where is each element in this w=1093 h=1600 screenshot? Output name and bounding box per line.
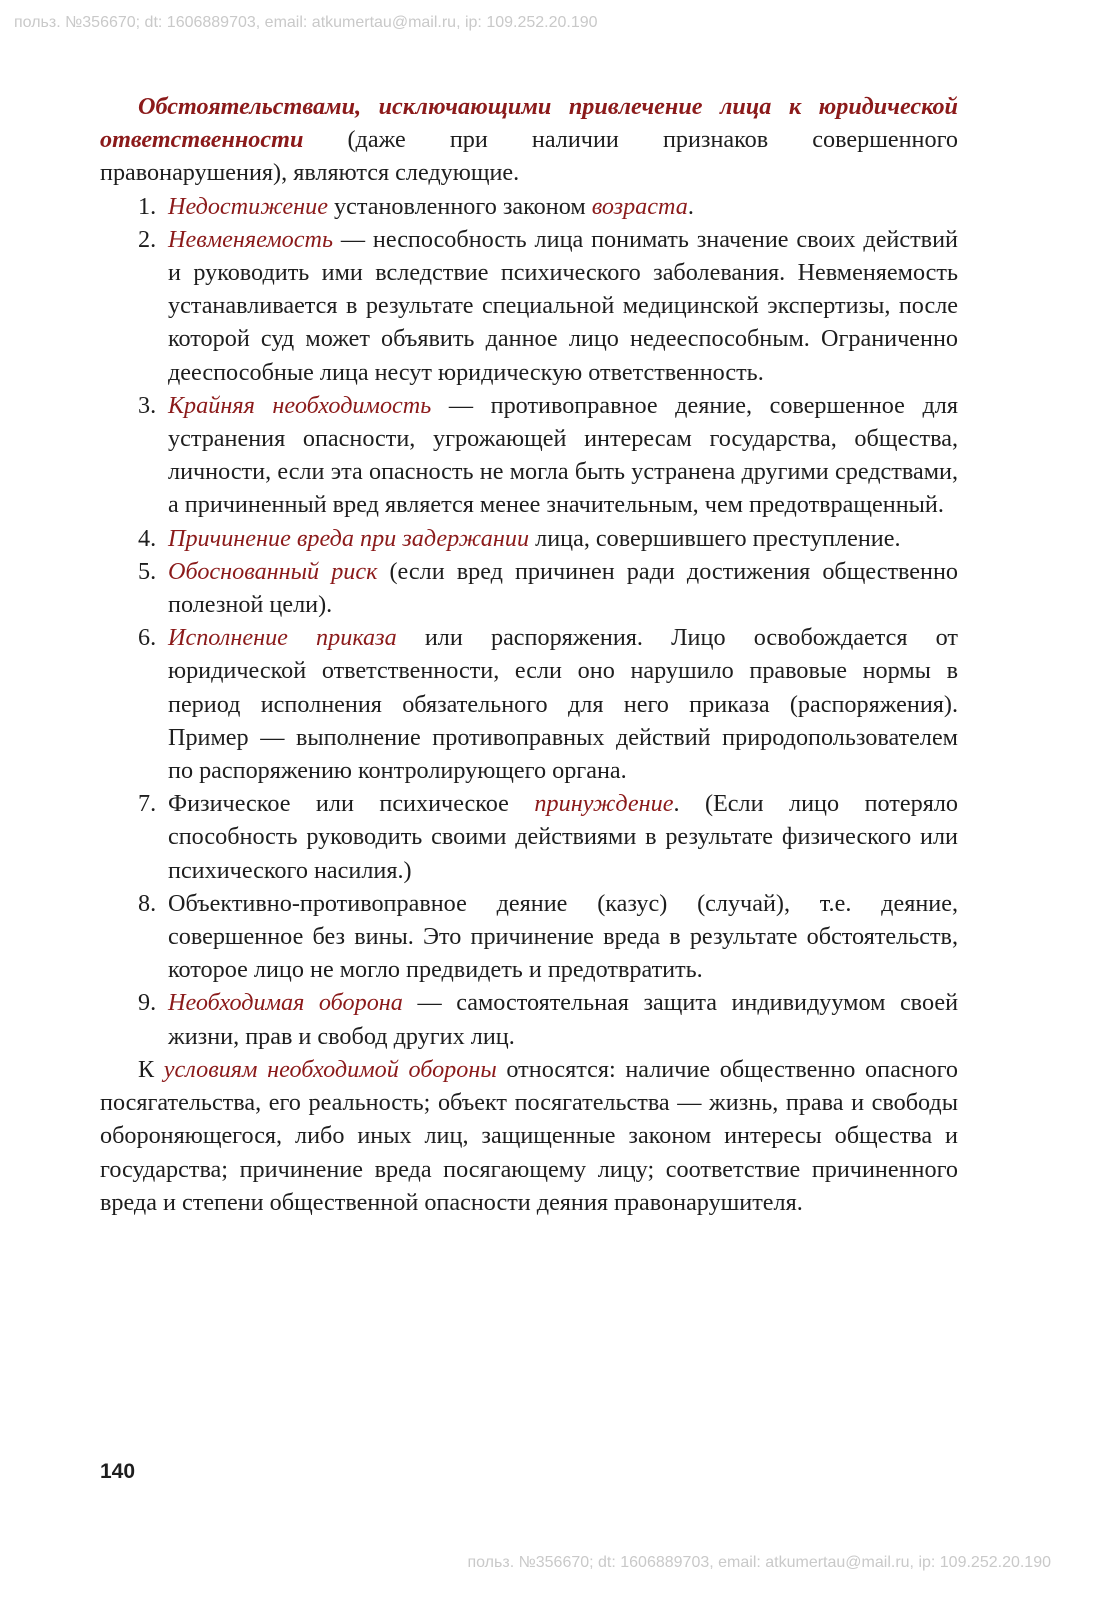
list-item <box>100 787 958 887</box>
closing-lead: К <box>138 1055 164 1083</box>
watermark-top: польз. №356670; dt: 1606889703, email: atkumertau@mail.ru, ip: 109.252.20.190 <box>14 14 598 31</box>
item-text: лица, совершившего преступление. <box>529 524 901 552</box>
item-text: . (Если лицо потеряло способность руководить своими действиями в результате физического или психического насилия.) <box>168 790 958 884</box>
list-item <box>100 621 958 787</box>
intro-paragraph <box>100 90 958 190</box>
item-term: Невменяемость <box>168 225 333 253</box>
closing-paragraph <box>100 1053 958 1219</box>
intro-term: Обстоятельствами, исключающими привлечение лица к юридической ответственности <box>100 93 958 154</box>
item-number: 6. <box>138 624 157 652</box>
item-term: возраста <box>591 192 688 220</box>
item-term: Крайняя необходимость <box>168 391 432 419</box>
item-text: — самостоятельная защита индивидуумом своей жизни, прав и свобод других лиц. <box>168 989 959 1050</box>
item-term: Причинение вреда при задержании <box>168 524 530 552</box>
intro-text: (даже при наличии признаков совершенного правонарушения), являются следующие. <box>100 126 958 187</box>
list-item <box>100 986 958 1052</box>
item-term: Недостижение <box>168 192 328 220</box>
item-text: . <box>687 192 694 220</box>
item-text: или распоряжения. Лицо освобождается от юридической ответственности, если оно нарушило правовые нормы в период исполнения обязательного для него приказа (распоряжения). Пример — выполнение противоправных действий природопользователем по распоряжению контролирующего органа. <box>168 624 959 785</box>
item-number: 8. <box>138 889 157 917</box>
item-text: Физическое или психическое <box>168 790 535 818</box>
item-text: — неспособность лица понимать значение своих действий и руководить ими вследствие психического заболевания. Невменяемость устанавливается в результате специальной медицинской экспертизы, после которой суд может объявить данное лицо недееспособным. Ограниченно дееспособные лица несут юридическую ответственность. <box>168 225 958 386</box>
item-number: 9. <box>138 989 157 1017</box>
item-number: 1. <box>138 192 157 220</box>
item-number: 5. <box>138 557 157 585</box>
list-item <box>100 522 958 555</box>
item-number: 4. <box>138 524 157 552</box>
list-item <box>100 223 958 389</box>
page-number: 140 <box>100 1460 136 1483</box>
list-item <box>100 887 958 987</box>
page-body <box>100 90 958 1219</box>
item-number: 2. <box>138 225 157 253</box>
list-item <box>100 555 958 621</box>
item-term: Обоснованный риск <box>168 557 378 585</box>
item-number: 7. <box>138 790 157 818</box>
item-number: 3. <box>138 391 157 419</box>
circumstances-list <box>100 190 958 1053</box>
item-term: Необходимая оборона <box>168 989 403 1017</box>
item-text: Объективно-противоправное деяние (казус) (случай), т.е. деяние, совершенное без вины. Это причинение вреда в результате обстоятельств, которое лицо не могло предвидеть и предотвратить. <box>168 889 958 984</box>
item-text: установленного законом <box>327 192 592 220</box>
watermark-bottom: польз. №356670; dt: 1606889703, email: atkumertau@mail.ru, ip: 109.252.20.190 <box>467 1554 1051 1571</box>
item-term: принуждение <box>534 790 674 818</box>
item-text: (если вред причинен ради достижения общественно полезной цели). <box>168 557 959 619</box>
list-item <box>100 389 958 522</box>
list-item <box>100 190 958 223</box>
closing-term: условиям необходимой обороны <box>163 1055 497 1083</box>
item-text: — противоправное деяние, совершенное для устранения опасности, угрожающей интересам государства, общества, личности, если эта опасность не могла быть устранена другими средствами, а причиненный вред является менее значительным, чем предотвращенный. <box>168 391 958 519</box>
closing-text: относятся: наличие общественно опасного посягательства, его реальность; объект посягательства — жизнь, права и свободы обороняющегося, либо иных лиц, защищенные законом интересы общества и государства; причинение вреда посягающему лицу; соответствие причиненного вреда и степени общественной опасности деяния правонарушителя. <box>100 1055 958 1216</box>
item-term: Исполнение приказа <box>168 624 397 652</box>
